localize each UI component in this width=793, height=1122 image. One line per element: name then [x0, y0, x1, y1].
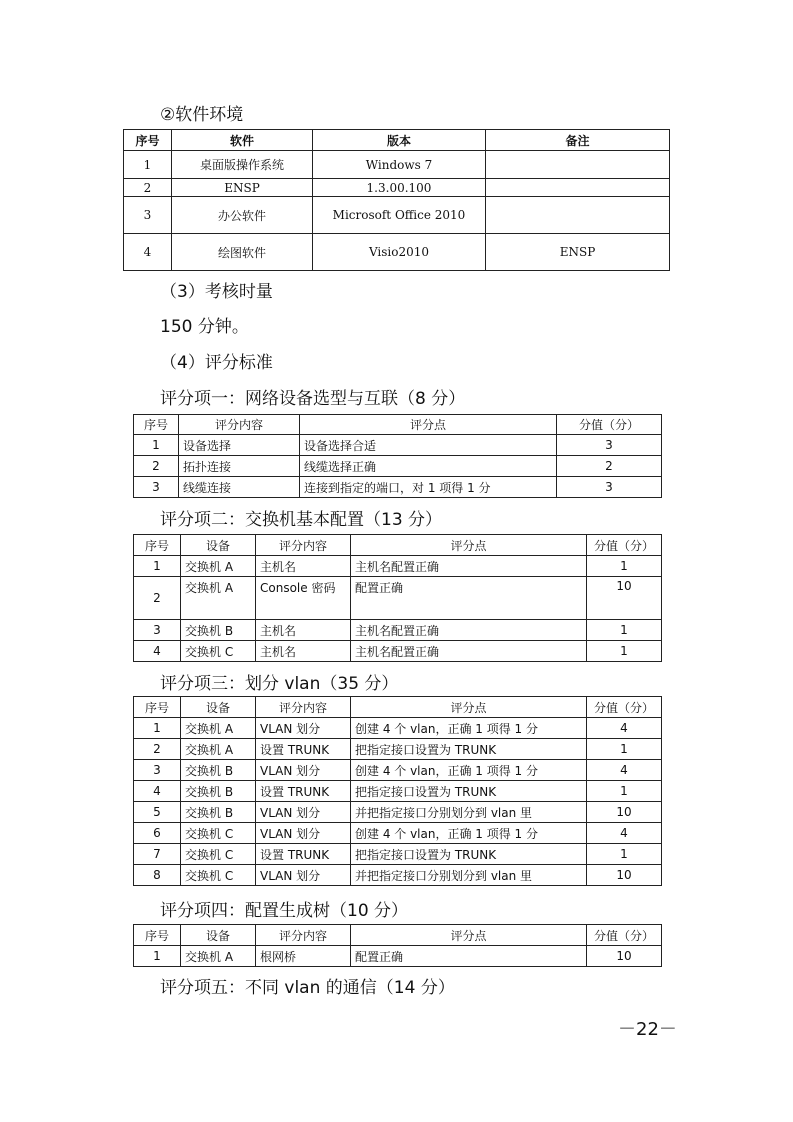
table-cell: 交换机 A: [181, 946, 256, 967]
table-row: [134, 620, 662, 641]
header-cell: 评分点: [351, 535, 587, 556]
header-cell: 软件: [172, 130, 313, 151]
header-cell: 评分内容: [256, 535, 351, 556]
table-cell: 3: [134, 620, 181, 641]
table-cell: 2: [124, 179, 172, 197]
table-cell: VLAN 划分: [256, 718, 351, 739]
table-row: [134, 556, 662, 577]
header-cell: 序号: [134, 925, 181, 946]
item4-table: [133, 924, 662, 967]
exam-time-text: 150 分钟。: [160, 317, 249, 337]
table-cell: 主机名: [256, 556, 351, 577]
table-row: [134, 823, 662, 844]
table-cell: 设备选择: [179, 435, 300, 456]
header-cell: 备注: [486, 130, 670, 151]
table-header-row: [134, 415, 662, 435]
table-cell: 连接到指定的端口，对 1 项得 1 分: [300, 477, 557, 498]
table-cell: 3: [134, 760, 181, 781]
header-cell: 评分内容: [256, 697, 351, 718]
table-cell: 7: [134, 844, 181, 865]
table-cell: 创建 4 个 vlan，正确 1 项得 1 分: [351, 760, 587, 781]
table-cell: 设置 TRUNK: [256, 739, 351, 760]
header-cell: 设备: [181, 925, 256, 946]
table-row: [124, 151, 670, 179]
item4-title: 评分项四：配置生成树（10 分）: [160, 901, 409, 921]
item1-table: [133, 414, 662, 498]
table-row: [134, 781, 662, 802]
table-cell: 交换机 A: [181, 718, 256, 739]
header-cell: 评分内容: [256, 925, 351, 946]
header-cell: 分值（分）: [587, 925, 662, 946]
table-row: [134, 577, 662, 620]
table-cell: Visio2010: [313, 234, 486, 271]
exam-time-title: （3）考核时量: [160, 282, 273, 302]
table-row: [134, 435, 662, 456]
table-cell: 把指定接口设置为 TRUNK: [351, 739, 587, 760]
table-cell: 交换机 C: [181, 844, 256, 865]
table-cell: 根网桥: [256, 946, 351, 967]
table-cell: Microsoft Office 2010: [313, 197, 486, 234]
table-cell: 把指定接口设置为 TRUNK: [351, 781, 587, 802]
header-cell: 评分点: [351, 697, 587, 718]
table-cell: 10: [587, 577, 662, 620]
item3-title: 评分项三：划分 vlan（35 分）: [160, 674, 399, 694]
table-cell: VLAN 划分: [256, 760, 351, 781]
table-cell: 10: [587, 865, 662, 886]
table-header-row: [134, 535, 662, 556]
table-cell: 办公软件: [172, 197, 313, 234]
software-section-title: ②软件环境: [160, 105, 244, 125]
table-cell: 交换机 A: [181, 739, 256, 760]
table-cell: 1: [587, 844, 662, 865]
table-cell: 设备选择合适: [300, 435, 557, 456]
table-cell: 1: [134, 556, 181, 577]
item3-table: [133, 696, 662, 886]
table-cell: 交换机 A: [181, 556, 256, 577]
table-row: [134, 718, 662, 739]
table-row: [134, 456, 662, 477]
table-cell: 10: [587, 946, 662, 967]
table-cell: 交换机 C: [181, 641, 256, 662]
header-cell: 设备: [181, 697, 256, 718]
table-cell: 5: [134, 802, 181, 823]
table-cell: 1: [134, 718, 181, 739]
table-cell: 设置 TRUNK: [256, 781, 351, 802]
table-cell: 3: [557, 477, 662, 498]
table-cell: 交换机 B: [181, 760, 256, 781]
item2-table: [133, 534, 662, 662]
table-cell: Console 密码: [256, 577, 351, 620]
table-cell: 1: [134, 435, 179, 456]
table-row: [124, 197, 670, 234]
table-cell: 3: [557, 435, 662, 456]
table-cell: [486, 197, 670, 234]
table-cell: 配置正确: [351, 577, 587, 620]
table-cell: 绘图软件: [172, 234, 313, 271]
header-cell: 设备: [181, 535, 256, 556]
table-cell: 1: [124, 151, 172, 179]
table-header-row: [124, 130, 670, 151]
table-cell: 并把指定接口分别划分到 vlan 里: [351, 865, 587, 886]
table-cell: 主机名: [256, 641, 351, 662]
table-cell: 交换机 B: [181, 781, 256, 802]
table-cell: 1: [587, 620, 662, 641]
table-cell: Windows 7: [313, 151, 486, 179]
table-row: [134, 641, 662, 662]
criteria-title: （4）评分标准: [160, 353, 273, 373]
table-row: [134, 739, 662, 760]
table-row: [134, 477, 662, 498]
table-row: [134, 844, 662, 865]
table-cell: 2: [134, 577, 181, 620]
header-cell: 分值（分）: [587, 697, 662, 718]
table-row: [124, 179, 670, 197]
table-cell: 交换机 C: [181, 865, 256, 886]
table-row: [124, 234, 670, 271]
table-cell: 2: [134, 739, 181, 760]
table-cell: 主机名配置正确: [351, 620, 587, 641]
table-cell: 6: [134, 823, 181, 844]
header-cell: 分值（分）: [587, 535, 662, 556]
table-cell: 4: [587, 823, 662, 844]
table-cell: 创建 4 个 vlan，正确 1 项得 1 分: [351, 718, 587, 739]
header-cell: 评分点: [300, 415, 557, 435]
table-cell: 配置正确: [351, 946, 587, 967]
header-cell: 评分点: [351, 925, 587, 946]
table-cell: ENSP: [172, 179, 313, 197]
table-cell: 交换机 B: [181, 620, 256, 641]
table-cell: 拓扑连接: [179, 456, 300, 477]
table-cell: 1: [587, 556, 662, 577]
table-cell: 创建 4 个 vlan，正确 1 项得 1 分: [351, 823, 587, 844]
table-cell: 1.3.00.100: [313, 179, 486, 197]
table-row: [134, 946, 662, 967]
table-cell: 3: [134, 477, 179, 498]
table-cell: 8: [134, 865, 181, 886]
software-table: [123, 129, 670, 271]
table-cell: 主机名: [256, 620, 351, 641]
table-cell: [486, 151, 670, 179]
table-cell: 交换机 C: [181, 823, 256, 844]
table-header-row: [134, 697, 662, 718]
table-cell: 线缆选择正确: [300, 456, 557, 477]
table-cell: 2: [134, 456, 179, 477]
header-cell: 分值（分）: [557, 415, 662, 435]
table-row: [134, 802, 662, 823]
header-cell: 序号: [134, 697, 181, 718]
table-cell: 4: [587, 760, 662, 781]
table-cell: 3: [124, 197, 172, 234]
table-cell: [486, 179, 670, 197]
table-cell: 4: [134, 641, 181, 662]
table-row: [134, 760, 662, 781]
table-cell: 10: [587, 802, 662, 823]
table-cell: 1: [134, 946, 181, 967]
table-cell: VLAN 划分: [256, 802, 351, 823]
table-cell: 设置 TRUNK: [256, 844, 351, 865]
table-cell: 4: [587, 718, 662, 739]
header-cell: 评分内容: [179, 415, 300, 435]
table-cell: 4: [124, 234, 172, 271]
table-header-row: [134, 925, 662, 946]
table-cell: VLAN 划分: [256, 823, 351, 844]
table-cell: 交换机 B: [181, 802, 256, 823]
item1-title: 评分项一：网络设备选型与互联（8 分）: [160, 389, 466, 409]
table-cell: 主机名配置正确: [351, 641, 587, 662]
header-cell: 版本: [313, 130, 486, 151]
header-cell: 序号: [134, 415, 179, 435]
header-cell: 序号: [134, 535, 181, 556]
table-cell: VLAN 划分: [256, 865, 351, 886]
table-cell: 桌面版操作系统: [172, 151, 313, 179]
table-cell: 并把指定接口分别划分到 vlan 里: [351, 802, 587, 823]
table-cell: 1: [587, 641, 662, 662]
table-cell: 4: [134, 781, 181, 802]
item5-title: 评分项五：不同 vlan 的通信（14 分）: [160, 978, 455, 998]
header-cell: 序号: [124, 130, 172, 151]
item2-title: 评分项二：交换机基本配置（13 分）: [160, 510, 443, 530]
table-cell: ENSP: [486, 234, 670, 271]
table-cell: 线缆连接: [179, 477, 300, 498]
table-cell: 1: [587, 739, 662, 760]
table-cell: 把指定接口设置为 TRUNK: [351, 844, 587, 865]
table-cell: 1: [587, 781, 662, 802]
table-cell: 交换机 A: [181, 577, 256, 620]
table-cell: 2: [557, 456, 662, 477]
table-cell: 主机名配置正确: [351, 556, 587, 577]
page-number: －22－: [618, 1019, 677, 1040]
table-row: [134, 865, 662, 886]
